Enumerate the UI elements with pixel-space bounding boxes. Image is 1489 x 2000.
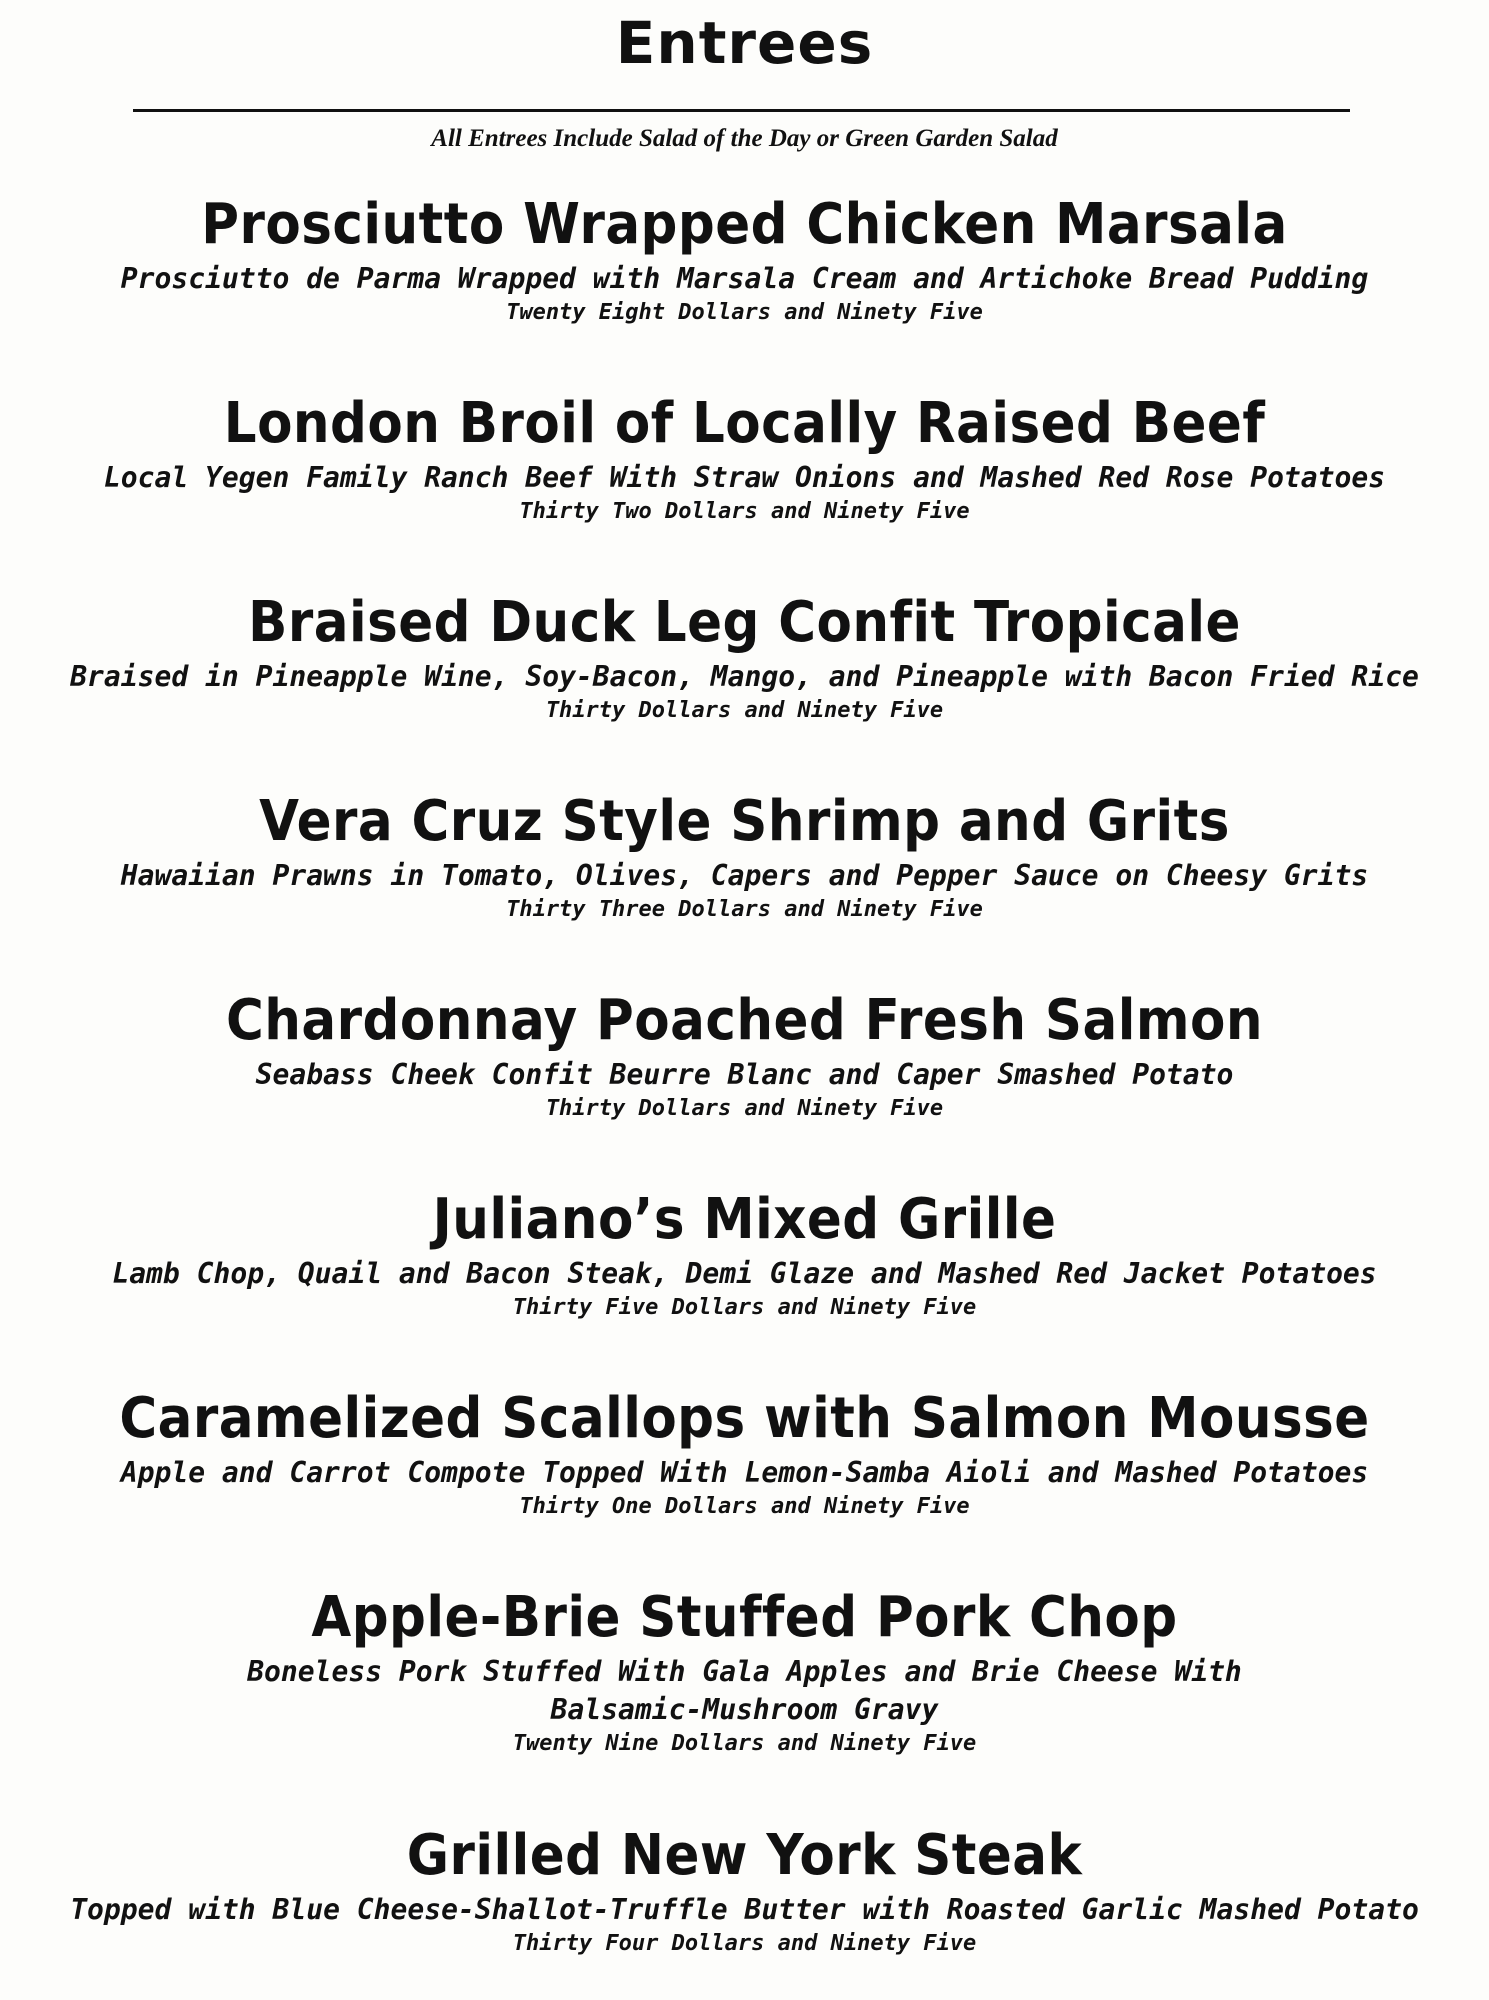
entree-description: Lamb Chop, Quail and Bacon Steak, Demi Glaze and Mashed Red Jacket Potatoes: [112, 1257, 1377, 1290]
entree-description: Hawaiian Prawns in Tomato, Olives, Capers and Pepper Sauce on Cheesy Grits: [120, 859, 1369, 892]
page-subtitle: All Entrees Include Salad of the Day or Green Garden Salad: [431, 125, 1058, 152]
entree-price: Thirty Five Dollars and Ninety Five: [512, 1295, 977, 1320]
entree-item: [0, 787, 1489, 925]
entree-name: Braised Duck Leg Confit Tropicale: [248, 590, 1241, 655]
entree-price: Thirty Four Dollars and Ninety Five: [512, 1931, 977, 1956]
entree-description: Apple and Carrot Compote Topped With Lemon-Samba Aioli and Mashed Potatoes: [120, 1456, 1369, 1489]
entree-item: [0, 389, 1489, 527]
entree-name: Juliano’s Mixed Grille: [432, 1187, 1057, 1252]
entree-name: Vera Cruz Style Shrimp and Grits: [259, 789, 1230, 854]
entree-description: Braised in Pineapple Wine, Soy-Bacon, Mango, and Pineapple with Bacon Fried Rice: [70, 660, 1419, 693]
entree-description: Seabass Cheek Confit Beurre Blanc and Caper Smashed Potato: [255, 1058, 1234, 1091]
entree-name: Chardonnay Poached Fresh Salmon: [226, 988, 1263, 1053]
entree-name: Prosciutto Wrapped Chicken Marsala: [201, 192, 1288, 257]
entree-name: Caramelized Scallops with Salmon Mousse: [119, 1386, 1370, 1451]
entree-item: [0, 1821, 1489, 1959]
entree-item: [0, 588, 1489, 726]
entree-price: Twenty Eight Dollars and Ninety Five: [506, 300, 983, 325]
entree-price: Thirty Two Dollars and Ninety Five: [519, 499, 970, 524]
entree-item: [0, 190, 1489, 328]
entree-price: Thirty Three Dollars and Ninety Five: [506, 897, 983, 922]
entree-item: [0, 1185, 1489, 1323]
entree-item: [0, 986, 1489, 1124]
entree-item: [0, 1583, 1489, 1759]
title-divider: [133, 109, 1350, 112]
entree-name: London Broil of Locally Raised Beef: [223, 391, 1266, 456]
entree-description: Boneless Pork Stuffed With Gala Apples and Brie Cheese With Balsamic-Mushroom Gravy: [247, 1655, 1242, 1726]
entree-price: Thirty Dollars and Ninety Five: [545, 1096, 944, 1121]
entree-description: Local Yegen Family Ranch Beef With Straw Onions and Mashed Red Rose Potatoes: [103, 461, 1386, 494]
entree-price: Thirty Dollars and Ninety Five: [545, 698, 944, 723]
entree-item: [0, 1384, 1489, 1522]
entree-price: Thirty One Dollars and Ninety Five: [519, 1494, 970, 1519]
entree-name: Apple-Brie Stuffed Pork Chop: [311, 1585, 1178, 1650]
page-title: Entrees: [615, 9, 874, 77]
entree-price: Twenty Nine Dollars and Ninety Five: [512, 1731, 977, 1756]
entree-description: Topped with Blue Cheese-Shallot-Truffle Butter with Roasted Garlic Mashed Potato: [70, 1893, 1419, 1926]
entree-name: Grilled New York Steak: [406, 1823, 1083, 1888]
entree-description: Prosciutto de Parma Wrapped with Marsala Cream and Artichoke Bread Pudding: [120, 262, 1369, 295]
